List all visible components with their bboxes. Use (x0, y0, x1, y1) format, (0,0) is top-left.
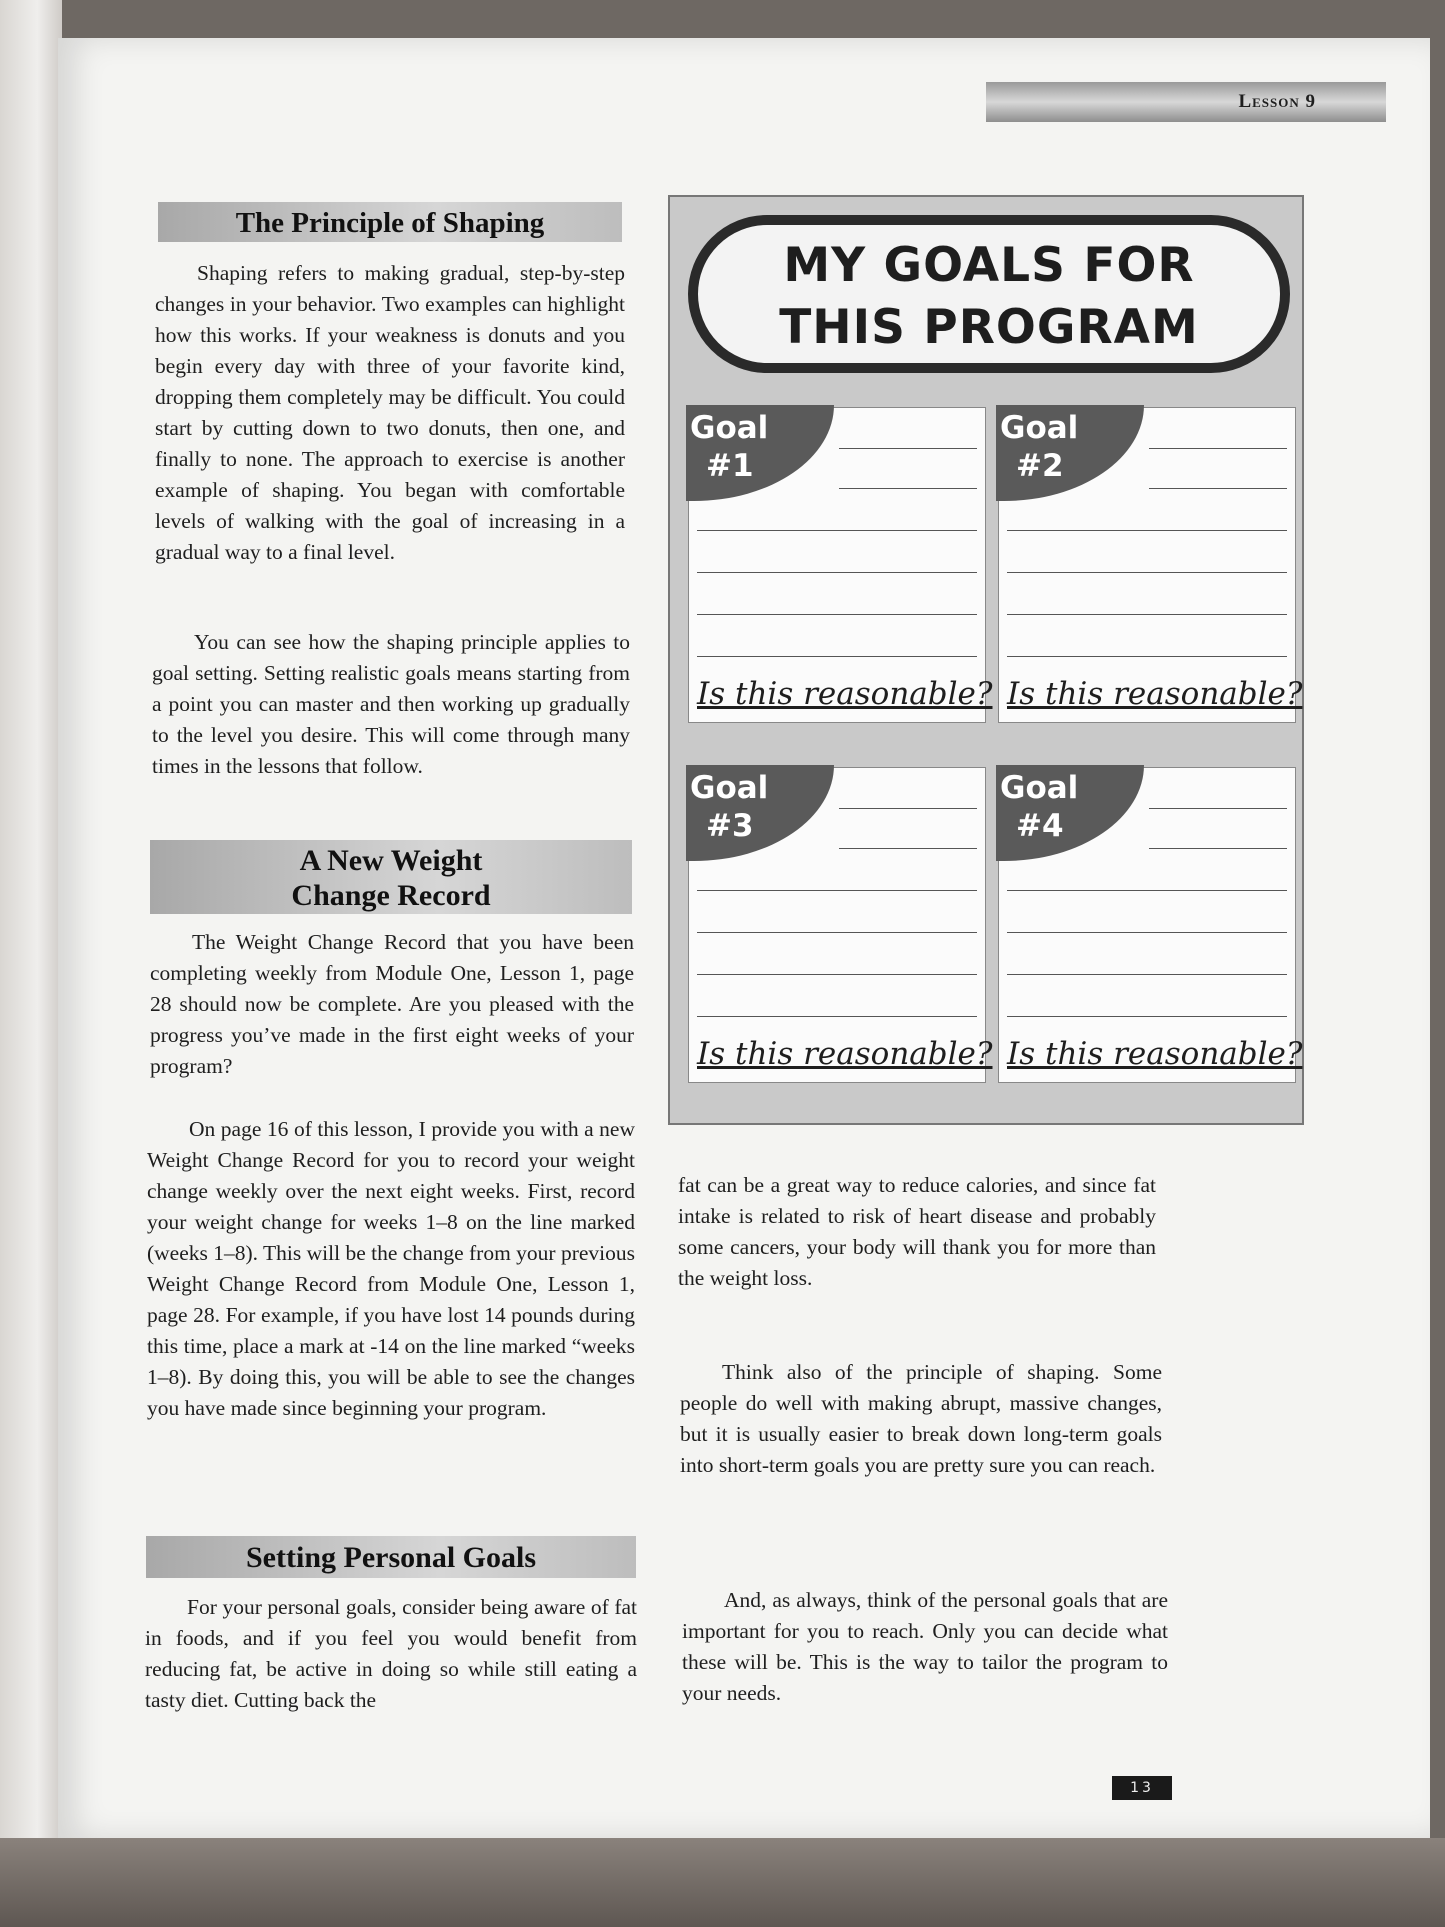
write-line[interactable] (1007, 614, 1287, 615)
goals-title-line-1: MY GOALS FOR (783, 238, 1195, 293)
section-heading-personal-goals: Setting Personal Goals (146, 1536, 636, 1578)
reasonable-prompt: Is this reasonable? (697, 676, 993, 712)
write-line[interactable] (697, 656, 977, 657)
write-line[interactable] (1149, 808, 1287, 809)
lesson-word: Lesson (1238, 91, 1300, 112)
goal-label-text: Goal (690, 410, 769, 446)
write-line[interactable] (1149, 848, 1287, 849)
goals-worksheet-panel (668, 195, 1304, 1125)
write-line[interactable] (697, 530, 977, 531)
paragraph-right-2: Think also of the principle of shaping. Some people do well with making abrupt, massive changes, but it is usually easier to break down long-term goals into short-term goals you are pretty sure you can reach. (680, 1360, 1162, 1477)
write-line[interactable] (1007, 1016, 1287, 1017)
paragraph-weight-record-1: The Weight Change Record that you have been completing weekly from Module One, Lesson 1, page 28 should now be complete. Are you pleased with the progress you’ve made in the first eight weeks of your program? (150, 930, 634, 1078)
goal-label-1 (686, 405, 834, 501)
section-heading-shaping: The Principle of Shaping (158, 202, 622, 242)
write-line[interactable] (697, 890, 977, 891)
goal-number: #2 (1016, 448, 1064, 484)
goals-title-line-2: THIS PROGRAM (779, 300, 1199, 355)
goal-box-1 (688, 407, 993, 723)
write-line[interactable] (1149, 488, 1287, 489)
goal-label-text: Goal (1000, 410, 1079, 446)
table-surface (0, 1838, 1445, 1927)
paragraph-weight-record-2: On page 16 of this lesson, I provide you with a new Weight Change Record for you to record your weight change weekly over the next eight weeks. First, record your weight change for weeks 1–8 on the line marked (weeks 1–8). This will be the change from your previous Weight Change Record from Module One, Lesson 1, page 28. For example, if you have lost 14 pounds during this time, place a mark at -14 on the line marked “weeks 1–8). By doing this, you will be able to see the changes you have made since beginning your program. (147, 1117, 636, 1420)
reasonable-prompt: Is this reasonable? (1007, 1036, 1303, 1072)
paragraph-shaping-1: Shaping refers to making gradual, step-by-step changes in your behavior. Two examples can highlight how this works. If your weakness is donuts and you begin every day with three of your favorite kind, dropping them completely may be difficult. You could start by cutting down to two donuts, then one, and finally to none. The approach to exercise is another example of shaping. You began with comfortable levels of walking with the goal of increasing in a gradual way to a final level. (155, 261, 625, 564)
write-line[interactable] (697, 572, 977, 573)
previous-page-edge (0, 0, 62, 1927)
goal-number: #3 (706, 808, 754, 844)
write-line[interactable] (1149, 448, 1287, 449)
write-line[interactable] (839, 808, 977, 809)
write-line[interactable] (697, 932, 977, 933)
goal-box-4 (998, 767, 1303, 1083)
goal-number: #1 (706, 448, 754, 484)
reasonable-prompt: Is this reasonable? (1007, 676, 1303, 712)
heading-line-1: A New Weight (299, 844, 483, 877)
goal-box-2 (998, 407, 1303, 723)
goal-label-3 (686, 765, 834, 861)
goal-number: #4 (1016, 808, 1064, 844)
write-line[interactable] (697, 974, 977, 975)
write-line[interactable] (839, 488, 977, 489)
section-heading-weight-record (150, 840, 632, 914)
goal-box-3 (688, 767, 993, 1083)
heading-line-2: Change Record (291, 879, 491, 912)
write-line[interactable] (1007, 890, 1287, 891)
paragraph-personal-goals-1: For your personal goals, consider being aware of fat in foods, and if you feel you would benefit from reducing fat, be active in doing so while still eating a tasty diet. Cutting back the (145, 1595, 637, 1712)
write-line[interactable] (697, 614, 977, 615)
write-line[interactable] (1007, 974, 1287, 975)
goals-title-banner (688, 215, 1290, 373)
write-line[interactable] (1007, 572, 1287, 573)
lesson-number: 9 (1305, 91, 1316, 112)
paragraph-shaping-2: You can see how the shaping principle applies to goal setting. Setting realistic goals means starting from a point you can master and then working up gradually to the level you desire. This will come through many times in the lessons that follow. (152, 630, 630, 778)
page-number: 13 (1112, 1776, 1172, 1800)
paragraph-right-3: And, as always, think of the personal goals that are important for you to reach. Only you can decide what these will be. This is the way to tailor the program to your needs. (682, 1588, 1168, 1705)
write-line[interactable] (1007, 530, 1287, 531)
lesson-header-tab (986, 82, 1386, 122)
goal-label-text: Goal (690, 770, 769, 806)
write-line[interactable] (697, 1016, 977, 1017)
write-line[interactable] (839, 848, 977, 849)
write-line[interactable] (1007, 932, 1287, 933)
goal-label-2 (996, 405, 1144, 501)
write-line[interactable] (1007, 656, 1287, 657)
goal-label-text: Goal (1000, 770, 1079, 806)
goal-label-4 (996, 765, 1144, 861)
paragraph-right-1: fat can be a great way to reduce calories, and since fat intake is related to risk of heart disease and probably some cancers, your body will thank you for more than the weight loss. (678, 1173, 1156, 1290)
reasonable-prompt: Is this reasonable? (697, 1036, 993, 1072)
write-line[interactable] (839, 448, 977, 449)
